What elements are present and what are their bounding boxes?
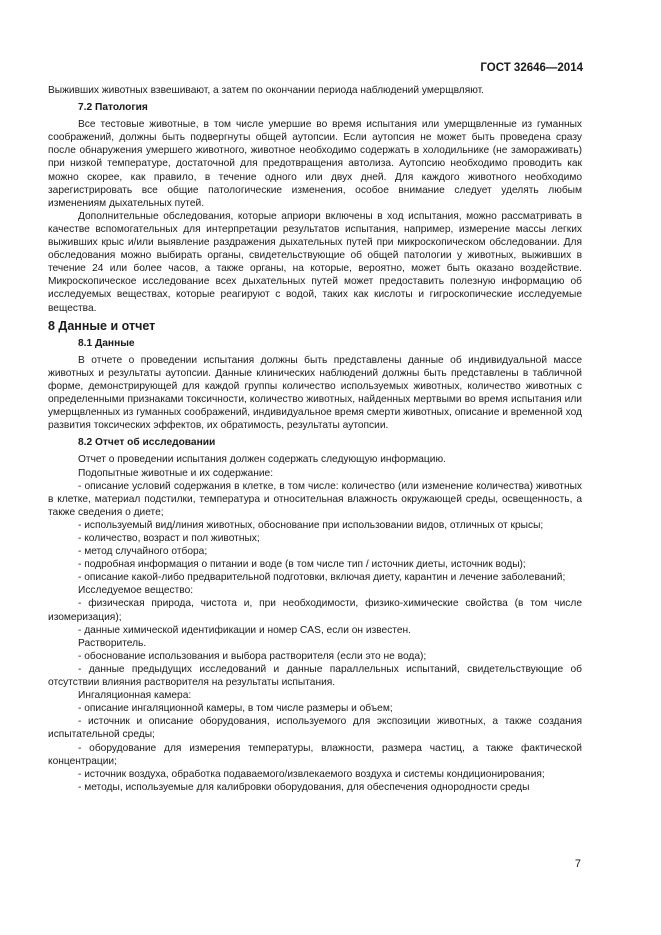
paragraph: Ингаляционная камера: bbox=[78, 690, 192, 702]
paragraph: Дополнительные обследования, которые априори включены в ход испытания, можно рассматривать в качестве вспомогательных для интерпретации результатов испытания, например, измерение массы легких выживших крыс и/или выявление раздражения дыхательных путей при микроскопическом обследовании. Для обследования можно выбирать органы, свидетельствующие об общей патологии у животных, выживших в течение 24 или более часов, а также органы, на которые, вероятно, может быть оказано воздействие. Микроскопическое исследование всех дыхательных путей может предоставить полезную информацию об исследуемых веществах, которые реагируют с водой, таких как кислоты и гигроскопические исследуемые вещества. bbox=[48, 210, 582, 314]
section-heading-7-2: 7.2 Патология bbox=[78, 102, 148, 114]
list-item: - источник воздуха, обработка подаваемого/извлекаемого воздуха и системы кондиционирования; bbox=[78, 768, 545, 780]
paragraph: В отчете о проведении испытания должны быть представлены данные об индивидуальной массе животных и результаты аутопсии. Данные клинических наблюдений должны быть представлены в табличной форме, демонстрирующей для каждой группы количество используемых животных, количество животных с определенными признаками токсичности, количество животных, найденных мертвыми во время испытания или умерщвленных из гуманных соображений, индивидуальное время смерти животных, описание и временной ход развития токсических эффектов, их обратимость, результаты аутопсии. bbox=[48, 354, 582, 432]
list-item: - методы, используемые для калибровки оборудования, для обеспечения однородности среды bbox=[78, 781, 530, 793]
list-item: - подробная информация о питании и воде (в том числе тип / источник диеты, источник воды); bbox=[78, 559, 526, 571]
paragraph: Исследуемое вещество: bbox=[78, 585, 194, 597]
paragraph: Выживших животных взвешивают, а затем по окончании периода наблюдений умерщвляют. bbox=[48, 85, 485, 96]
paragraph: Растворитель. bbox=[78, 637, 147, 649]
list-item: - обоснование использования и выбора растворителя (если это не вода); bbox=[78, 650, 427, 662]
list-item: - описание условий содержания в клетке, в том числе: количество (или изменение количества) животных в клетке, материал подстилки, температура и относительная влажность окружающей среды, освещенность, а также сведения о диете; bbox=[48, 480, 582, 518]
paragraph: Подопытные животные и их содержание: bbox=[78, 467, 274, 479]
list-item: - данные химической идентификации и номер CAS, если он известен. bbox=[78, 624, 411, 636]
list-item: - количество, возраст и пол животных; bbox=[78, 533, 260, 544]
document-header: ГОСТ 32646—2014 bbox=[480, 62, 583, 74]
list-item: - источник и описание оборудования, используемого для экспозиции животных, а также создания испытательной среды; bbox=[48, 716, 582, 741]
list-item: - оборудование для измерения температуры, влажности, размера частиц, а также фактической концентрации; bbox=[48, 742, 582, 767]
list-item: - используемый вид/линия животных, обоснование при использовании видов, отличных от крысы; bbox=[78, 519, 544, 531]
document-body bbox=[48, 84, 582, 794]
section-heading-8-1: 8.1 Данные bbox=[78, 337, 135, 349]
list-item: - данные предыдущих исследований и данные параллельных испытаний, свидетельствующие об отсутствии влияния растворителя на результаты испытания. bbox=[48, 663, 582, 689]
section-heading-8-2: 8.2 Отчет об исследовании bbox=[78, 437, 216, 449]
paragraph: Отчет о проведении испытания должен содержать следующую информацию. bbox=[78, 454, 446, 466]
list-item: - физическая природа, чистота и, при необходимости, физико-химические свойства (в том числе изомеризация); bbox=[48, 598, 582, 623]
page-number: 7 bbox=[574, 858, 581, 870]
list-item: - описание ингаляционной камеры, в том числе размеры и объем; bbox=[78, 703, 393, 715]
list-item: - описание какой-либо предварительной подготовки, включая диету, карантин и лечение заболеваний; bbox=[78, 572, 566, 584]
list-item: - метод случайного отбора; bbox=[78, 546, 208, 558]
section-heading-8: 8 Данные и отчет bbox=[48, 318, 156, 333]
paragraph: Все тестовые животные, в том числе умершие во время испытания или умерщвленные из гуманных соображений, должны быть подвергнуты общей аутопсии. Если аутопсия не может быть проведена сразу после обнаружения умершего животного, животное необходимо содержать в холодильнике (не замораживать) при низкой температуре, достаточной для предотвращения автолиза. Аутопсию необходимо проводить как можно скорее, как правило, в течение одного или двух дней. Для каждого животного необходимо зарегистрировать все общие патологические изменения, особое внимание следует уделять любым изменениям дыхательных путей. bbox=[48, 119, 582, 209]
